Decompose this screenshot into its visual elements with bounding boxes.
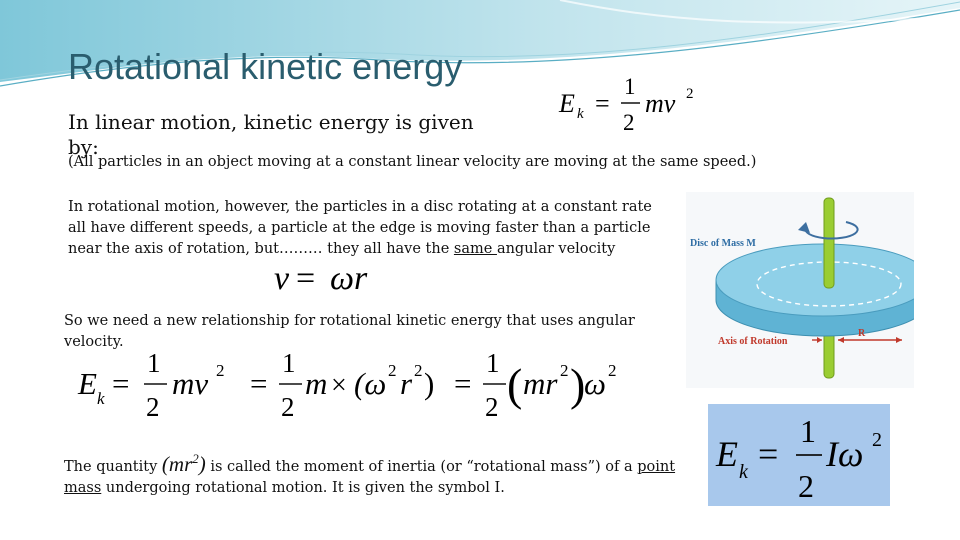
- rotational-ke-box: [708, 404, 890, 506]
- d-times: ×: [331, 370, 347, 401]
- radius-label: R: [858, 328, 866, 339]
- linear-ke-equation: [555, 68, 715, 140]
- disc-mass-label: Disc of Mass M: [690, 238, 756, 249]
- d-mr: mr: [523, 366, 558, 401]
- p1-text-b: angular velocity: [496, 241, 616, 257]
- p3-text-b: is called the moment of inertia (or “rotational mass”) of a: [205, 459, 638, 475]
- d-paren: ): [424, 366, 435, 401]
- eq-sq: 2: [686, 86, 694, 102]
- r-eq: =: [758, 434, 779, 474]
- d-sq1: 2: [216, 361, 225, 380]
- d-mv: mv: [172, 366, 209, 401]
- d-ek-sub: k: [97, 389, 105, 408]
- d-eq3: =: [454, 366, 472, 401]
- d-sq4: 2: [560, 361, 569, 380]
- d-eq1: =: [112, 366, 130, 401]
- p3-mr-close: ): [198, 452, 206, 476]
- r-ek-sub: k: [739, 461, 748, 483]
- new-relationship-paragraph: So we need a new relationship for rotational kinetic energy that uses angular velocity.: [64, 313, 635, 350]
- eq-equals: =: [595, 89, 610, 118]
- slide-title: Rotational kinetic energy: [68, 46, 463, 87]
- velocity-equation: [270, 258, 390, 298]
- eq-den: 2: [623, 110, 635, 135]
- eq-v-rhs: ωr: [330, 260, 368, 297]
- d-num3: 1: [486, 348, 500, 378]
- r-ek: E: [716, 434, 738, 474]
- d-omega2: ω: [584, 366, 606, 401]
- d-sq3: 2: [414, 361, 423, 380]
- rotation-paragraph: [68, 197, 668, 260]
- eq-ek: E: [559, 89, 575, 118]
- p1-text-a: In rotational motion, however, the particles in a disc rotating at a constant rate all have different speeds, a particle at the edge is moving faster than a particle near the axis of rotation, but……… they all have the: [68, 199, 652, 257]
- axis-label: Axis of Rotation: [718, 336, 788, 347]
- d-num2: 1: [282, 348, 296, 378]
- d-big-close: ): [570, 359, 586, 410]
- eq-v-equals: =: [296, 260, 316, 297]
- d-omega: (ω: [354, 366, 387, 401]
- p3-point-mass: point mass: [64, 459, 676, 496]
- r-i-omega: Iω: [826, 434, 864, 474]
- moment-of-inertia-paragraph: [64, 448, 684, 499]
- eq-ek-sub: k: [577, 106, 584, 122]
- d-big-open: (: [507, 359, 523, 410]
- d-den1: 2: [146, 392, 160, 422]
- intro-text: In linear motion, kinetic energy is given by:: [68, 110, 474, 159]
- p3-mr: (mr: [161, 452, 193, 476]
- derivation-equation: [70, 344, 630, 428]
- note-text: (All particles in an object moving at a constant linear velocity are moving at the same speed.): [68, 154, 757, 170]
- r-sq: 2: [872, 429, 882, 451]
- eq-v-lhs: v: [274, 260, 290, 297]
- d-num1: 1: [147, 348, 161, 378]
- rotating-disc-diagram: [686, 192, 914, 388]
- eq-mv: mv: [645, 89, 676, 118]
- eq-num: 1: [624, 74, 636, 99]
- d-ek: E: [78, 366, 97, 401]
- p1-same: same: [453, 241, 497, 257]
- d-eq2: =: [250, 366, 268, 401]
- r-den: 2: [798, 468, 814, 504]
- p3-mr-term: [162, 452, 206, 476]
- d-r: r: [400, 366, 413, 401]
- d-den3: 2: [485, 392, 499, 422]
- d-m: m: [305, 366, 328, 401]
- p3-mr-exp: 2: [192, 451, 199, 466]
- r-num: 1: [800, 413, 816, 449]
- p3-text-a: The quantity: [64, 459, 162, 475]
- d-sq2: 2: [388, 361, 397, 380]
- d-sq5: 2: [608, 361, 617, 380]
- d-den2: 2: [281, 392, 295, 422]
- rotational-ke-equation: [708, 404, 890, 506]
- axis-upper: [824, 198, 834, 288]
- p3-text-c: undergoing rotational motion. It is given the symbol I.: [101, 480, 505, 496]
